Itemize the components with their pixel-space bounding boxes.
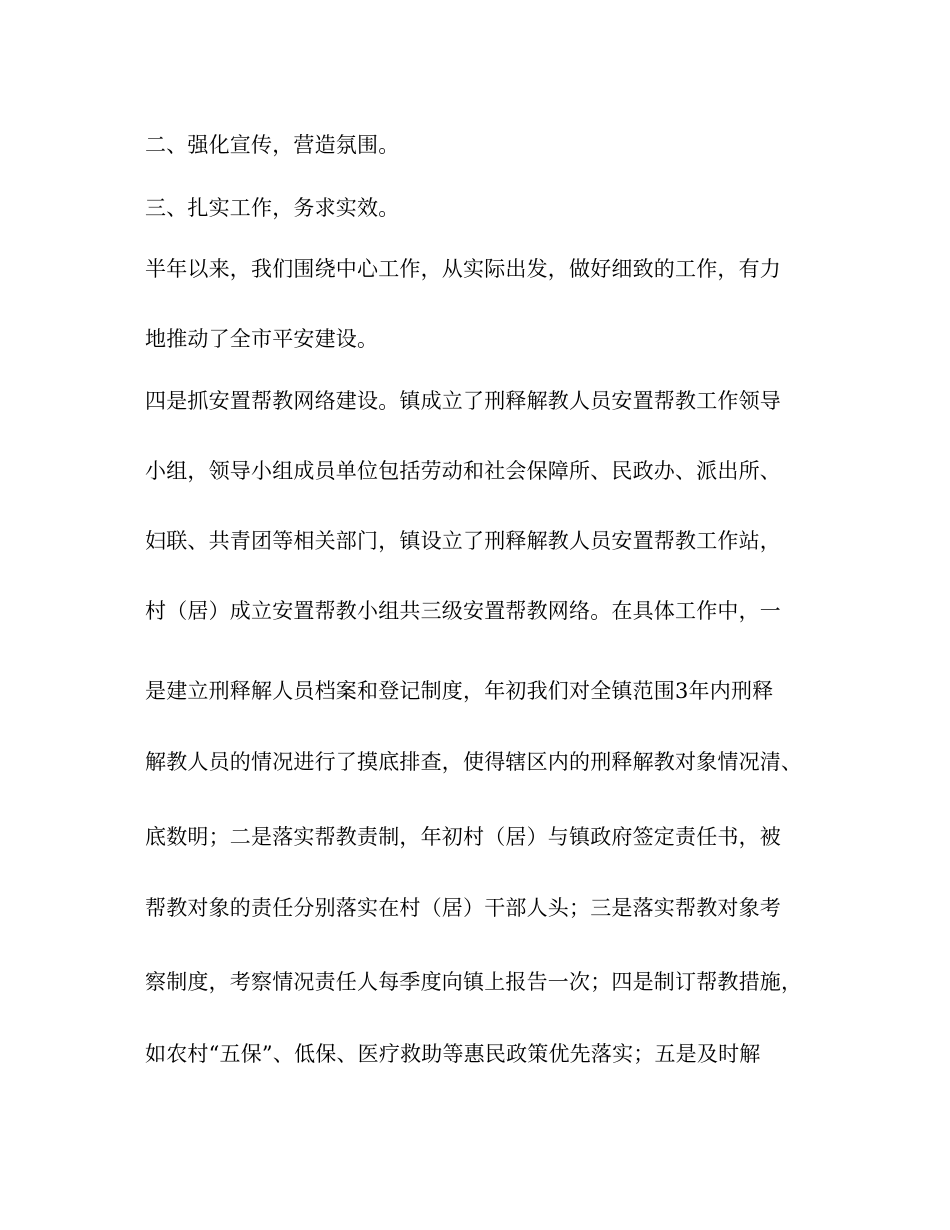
heading-3: 三、扎实工作，务求实效。 (145, 196, 400, 220)
paragraph-line: 帮教对象的责任分别落实在村（居）干部人头；三是落实帮教对象考 (145, 896, 781, 920)
paragraph-line: 小组，领导小组成员单位包括劳动和社会保障所、民政办、派出所、 (145, 459, 781, 483)
paragraph-line: 半年以来，我们围绕中心工作，从实际出发，做好细致的工作，有力 (145, 257, 781, 281)
paragraph-line: 妇联、共青团等相关部门，镇设立了刑释解教人员安置帮教工作站， (145, 529, 781, 553)
paragraph-line: 是建立刑释解人员档案和登记制度，年初我们对全镇范围3年内刑释 (145, 679, 774, 703)
paragraph-line: 底数明；二是落实帮教责制，年初村（居）与镇政府签定责任书，被 (145, 825, 781, 849)
heading-2: 二、强化宣传，营造氛围。 (145, 133, 400, 157)
paragraph-line: 解教人员的情况进行了摸底排查，使得辖区内的刑释解教对象情况清、 (145, 750, 803, 774)
paragraph-line: 地推动了全市平安建设。 (145, 327, 379, 351)
paragraph-line: 如农村“五保”、低保、医疗救助等惠民政策优先落实；五是及时解 (145, 1042, 761, 1066)
paragraph-line: 四是抓安置帮教网络建设。镇成立了刑释解教人员安置帮教工作领导 (145, 389, 781, 413)
paragraph-line: 村（居）成立安置帮教小组共三级安置帮教网络。在具体工作中，一 (145, 599, 781, 623)
paragraph-line: 察制度，考察情况责任人每季度向镇上报告一次；四是制订帮教措施， (145, 970, 803, 994)
